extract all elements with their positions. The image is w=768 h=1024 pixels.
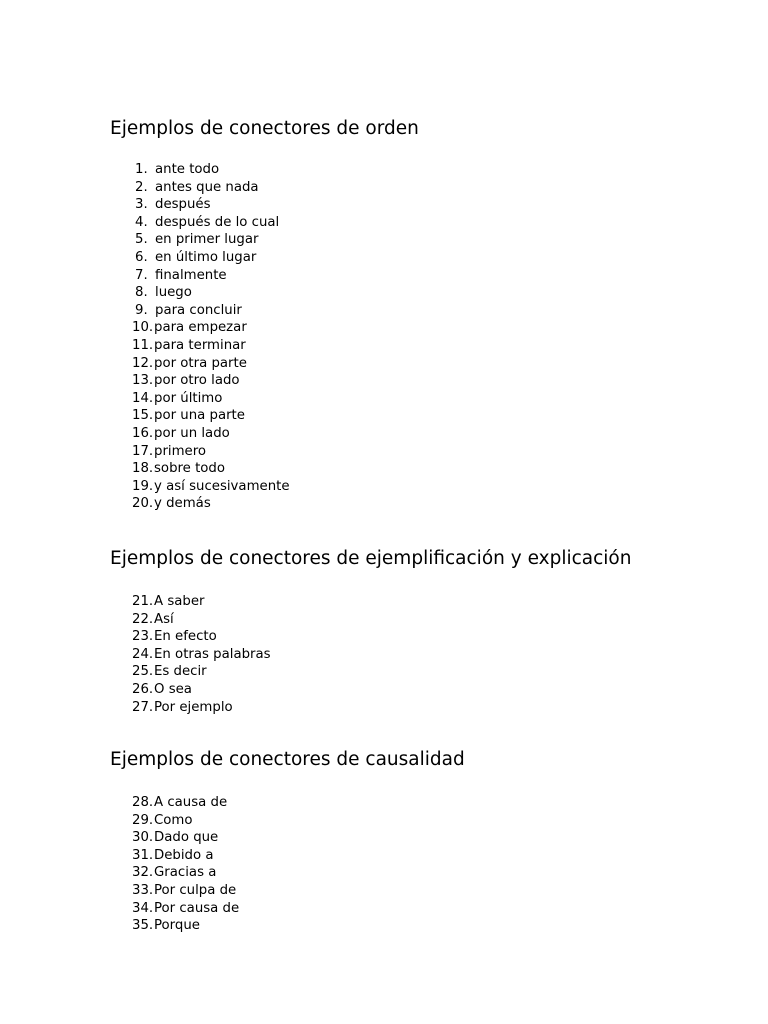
list-item-text: Debido a [154, 847, 214, 863]
list-item [132, 864, 730, 882]
list-item-text: sobre todo [154, 461, 226, 477]
list-item-text: por un lado [154, 425, 230, 441]
connector-list [110, 794, 730, 935]
list-item-number: 6. [135, 249, 148, 265]
list-item [132, 231, 730, 249]
list-item [132, 847, 730, 865]
list-item [132, 882, 730, 900]
list-item-number: 1. [135, 162, 148, 177]
list-item [132, 337, 730, 355]
list-item-number: 17. [132, 443, 154, 459]
list-item-text: por otra parte [154, 355, 247, 371]
list-item-text: En efecto [154, 629, 217, 645]
list-item-number: 33. [132, 882, 154, 898]
list-item-number: 14. [132, 390, 154, 406]
list-item [132, 900, 730, 918]
list-item-number: 4. [135, 214, 148, 230]
list-item [132, 355, 730, 373]
list-item-number: 8. [135, 285, 148, 301]
list-item-number: 18. [132, 461, 154, 477]
list-item [132, 319, 730, 337]
list-item-number: 35. [132, 918, 154, 934]
list-item-text: En otras palabras [154, 646, 271, 662]
list-item-text: después [155, 197, 211, 213]
section-orden [110, 118, 730, 513]
list-item [132, 161, 730, 179]
list-item-text: luego [155, 285, 192, 301]
section-causalidad [110, 749, 730, 935]
list-item-text: Es decir [154, 664, 207, 680]
list-item-number: 15. [132, 408, 154, 424]
list-item-text: Como [154, 812, 193, 828]
section-ejemplificacion [110, 548, 730, 716]
list-item [132, 179, 730, 197]
list-item [132, 390, 730, 408]
list-item-number: 29. [132, 812, 154, 828]
list-item-text: finalmente [155, 267, 227, 283]
list-item [132, 407, 730, 425]
list-item [132, 302, 730, 320]
list-item-number: 22. [132, 611, 154, 627]
list-item-number: 7. [135, 267, 148, 283]
list-item [132, 249, 730, 267]
list-item-number: 16. [132, 425, 154, 441]
list-item-text: Por causa de [154, 900, 240, 916]
list-item-number: 19. [132, 478, 154, 494]
list-item-number: 5. [135, 232, 148, 248]
list-item-text: para terminar [154, 337, 246, 353]
connector-list [110, 593, 730, 716]
list-item-text: O sea [154, 681, 192, 697]
list-item-text: primero [154, 443, 207, 459]
list-item-number: 25. [132, 664, 154, 680]
list-item-text: para empezar [154, 320, 247, 336]
list-item-text: por una parte [154, 408, 245, 424]
list-item-text: ante todo [155, 162, 220, 177]
list-item-number: 23. [132, 629, 154, 645]
list-item [132, 196, 730, 214]
list-item [132, 663, 730, 681]
list-item-number: 34. [132, 900, 154, 916]
connector-list [110, 161, 730, 513]
list-item [132, 628, 730, 646]
list-item [132, 681, 730, 699]
list-item-number: 30. [132, 830, 154, 846]
list-item-text: después de lo cual [155, 214, 280, 230]
list-item-number: 3. [135, 197, 148, 213]
list-item-number: 13. [132, 373, 154, 389]
list-item-text: Así [154, 611, 174, 627]
list-item-text: Porque [154, 918, 200, 934]
list-item-text: y demás [154, 496, 211, 512]
list-item-number: 21. [132, 594, 154, 609]
list-item [132, 460, 730, 478]
list-item [132, 214, 730, 232]
list-item-text: A saber [154, 594, 205, 609]
list-item-number: 10. [132, 320, 154, 336]
list-item-text: y así sucesivamente [154, 478, 290, 494]
section-heading: Ejemplos de conectores de causalidad [110, 749, 465, 770]
list-item-text: por último [154, 390, 223, 406]
list-item-number: 9. [135, 302, 148, 318]
list-item-text: Dado que [154, 830, 219, 846]
list-item [132, 478, 730, 496]
list-item [132, 611, 730, 629]
list-item [132, 794, 730, 812]
list-item [132, 593, 730, 611]
list-item-number: 11. [132, 337, 154, 353]
list-item [132, 495, 730, 513]
list-item [132, 372, 730, 390]
list-item-number: 26. [132, 681, 154, 697]
section-heading: Ejemplos de conectores de ejemplificación y explicación [110, 548, 632, 569]
list-item-text: en último lugar [155, 249, 257, 265]
list-item [132, 699, 730, 717]
list-item [132, 284, 730, 302]
section-heading: Ejemplos de conectores de orden [110, 118, 419, 139]
list-item [132, 425, 730, 443]
list-item-number: 27. [132, 699, 154, 715]
list-item-number: 20. [132, 496, 154, 512]
list-item-number: 31. [132, 847, 154, 863]
list-item-text: Gracias a [154, 865, 217, 881]
list-item-text: antes que nada [155, 179, 259, 195]
list-item [132, 646, 730, 664]
list-item-text: por otro lado [154, 373, 240, 389]
list-item-text: para concluir [155, 302, 242, 318]
list-item-text: A causa de [154, 795, 228, 810]
list-item-text: Por culpa de [154, 882, 237, 898]
list-item-number: 2. [135, 179, 148, 195]
list-item [132, 267, 730, 285]
list-item-text: en primer lugar [155, 232, 259, 248]
list-item [132, 812, 730, 830]
list-item-number: 12. [132, 355, 154, 371]
list-item [132, 829, 730, 847]
list-item-text: Por ejemplo [154, 699, 233, 715]
list-item [132, 917, 730, 935]
list-item-number: 28. [132, 795, 154, 810]
list-item [132, 443, 730, 461]
list-item-number: 32. [132, 865, 154, 881]
list-item-number: 24. [132, 646, 154, 662]
